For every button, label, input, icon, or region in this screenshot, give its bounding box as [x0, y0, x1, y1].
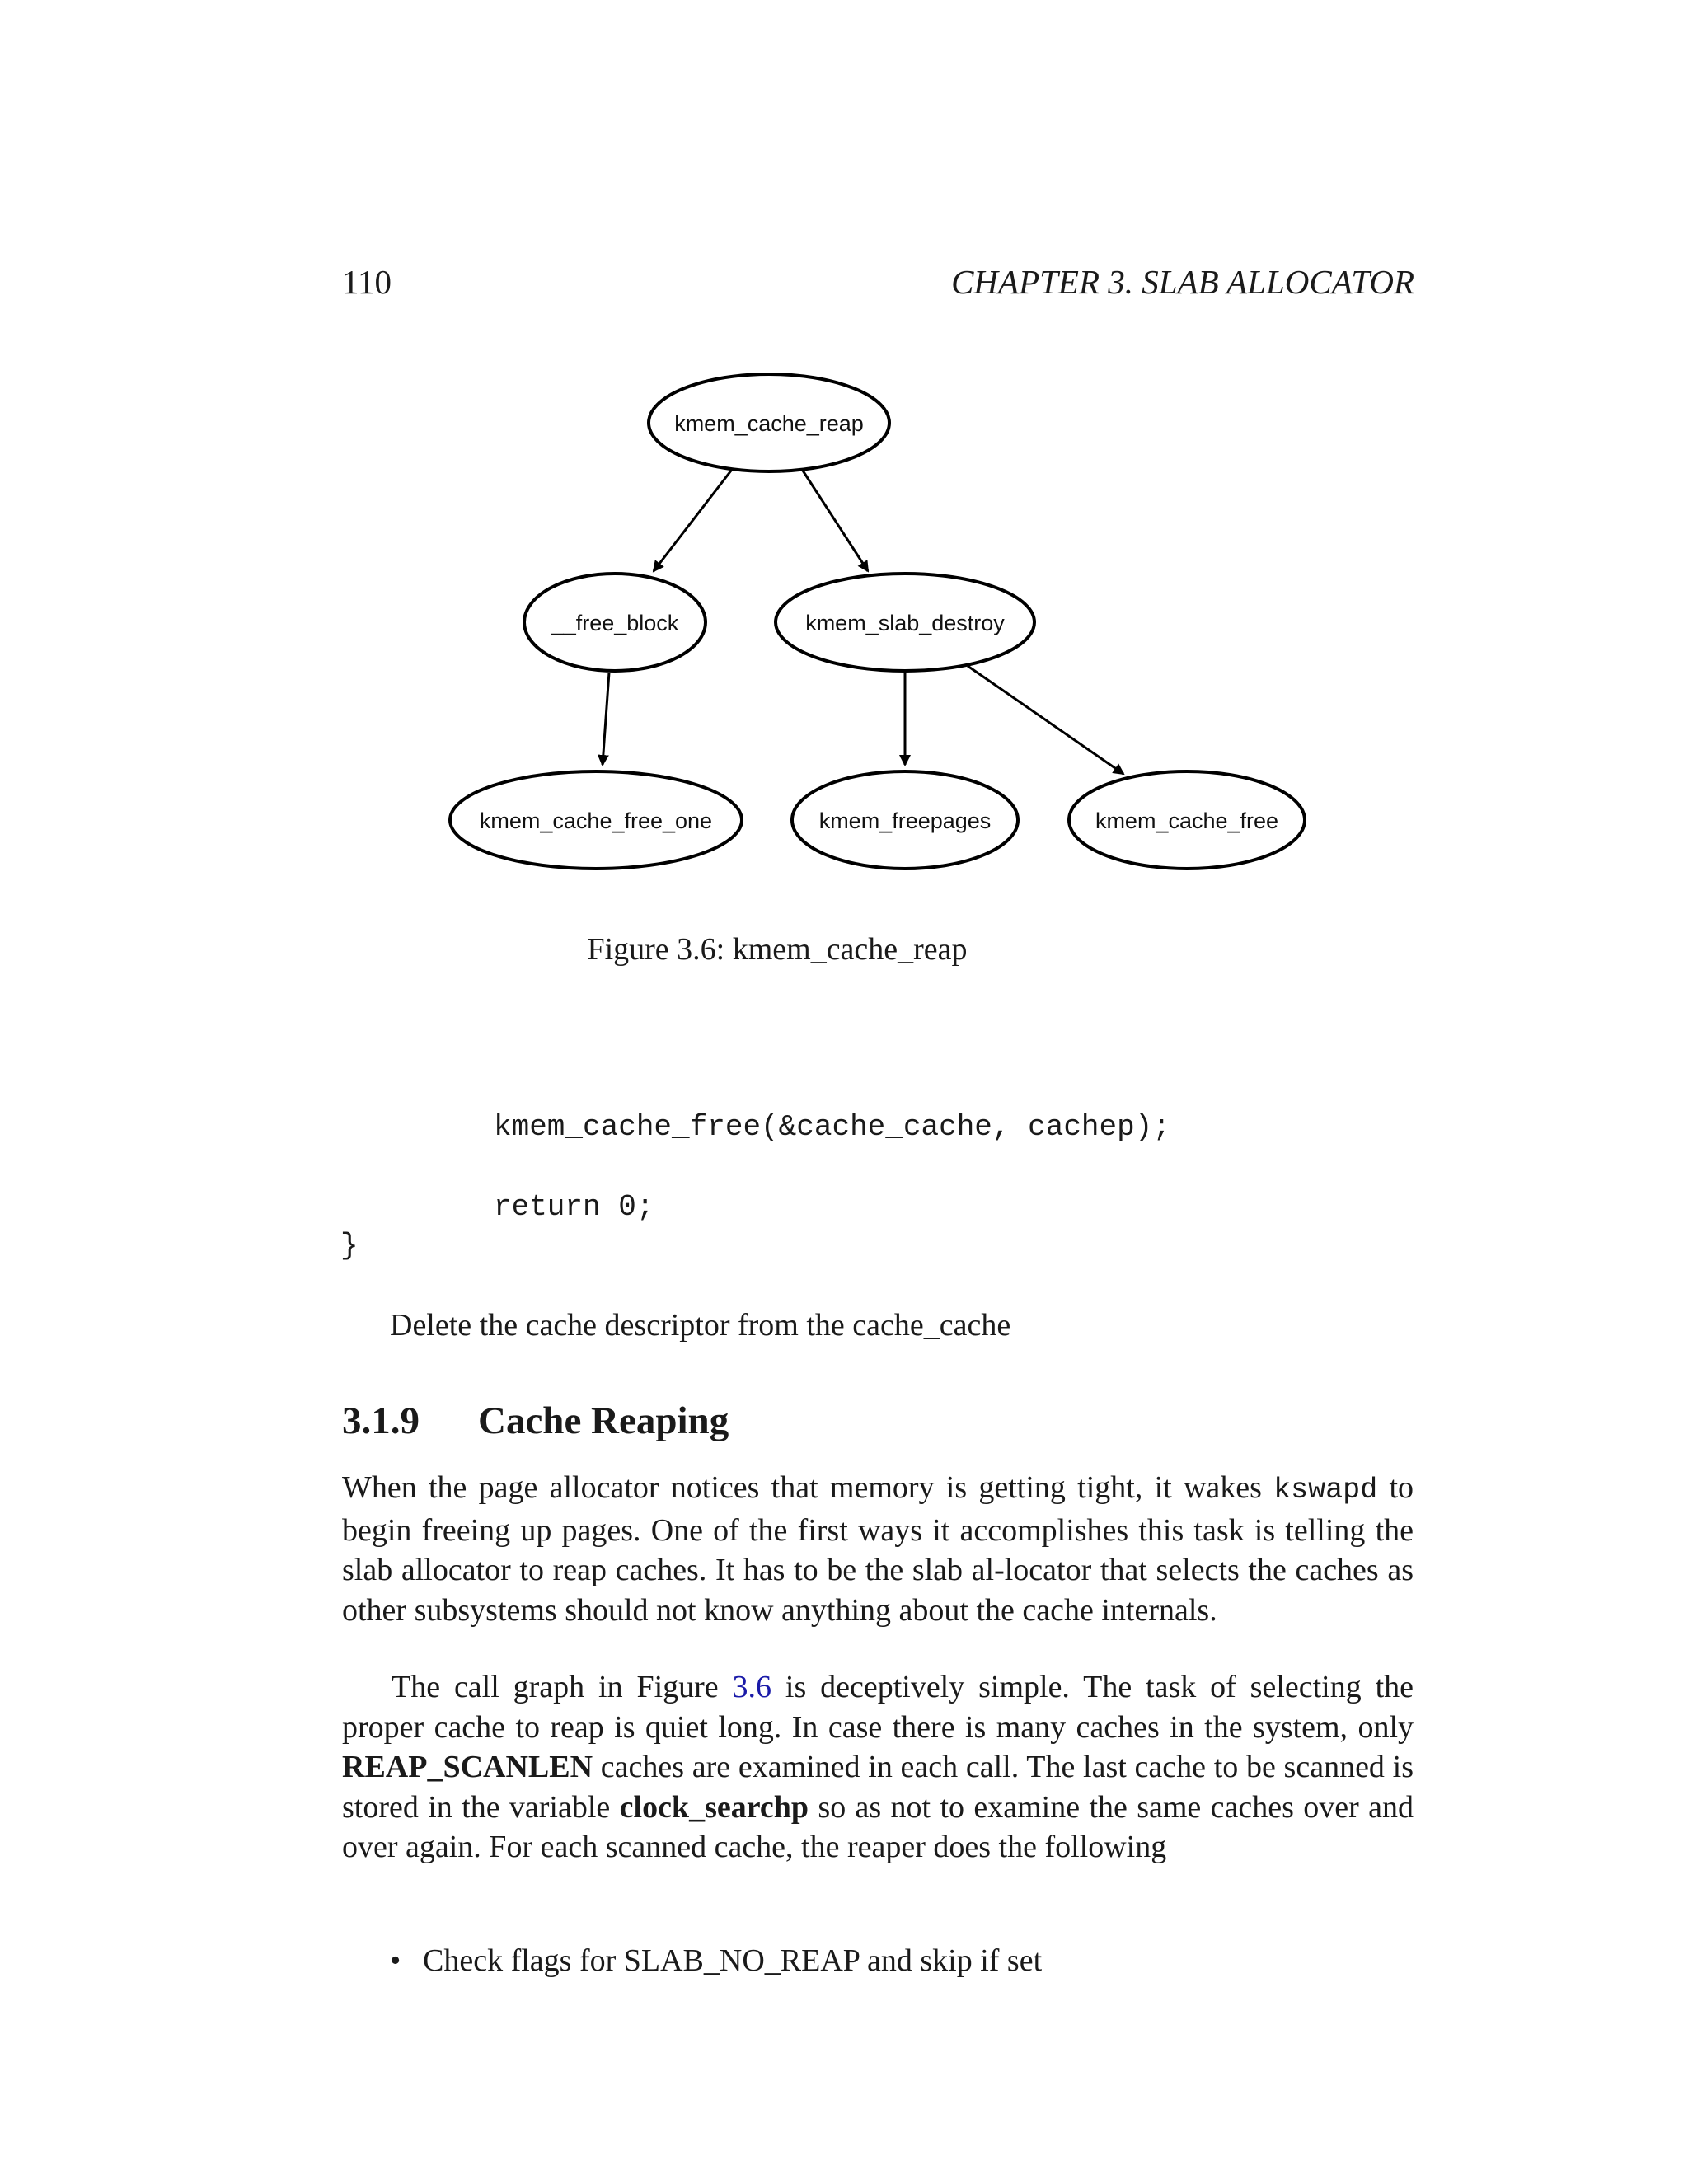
svg-text:kmem_cache_free: kmem_cache_free [1095, 808, 1279, 833]
inline-code-kswapd: kswapd [1273, 1474, 1378, 1507]
list-item [390, 1943, 1042, 1979]
svg-text:__free_block: __free_block [551, 611, 679, 635]
paragraph-call-graph [342, 1667, 1414, 1868]
node-kmem-slab-destroy [776, 574, 1034, 671]
section-number: 3.1.9 [342, 1399, 420, 1442]
svg-text:kmem_cache_free_one: kmem_cache_free_one [479, 808, 713, 833]
paragraph-text: The call graph in Figure [392, 1670, 733, 1704]
page-number: 110 [342, 263, 392, 301]
code-line-cache-free: kmem_cache_free(&cache_cache, cachep); [494, 1110, 1170, 1144]
chapter-header: CHAPTER 3. SLAB ALLOCATOR [951, 263, 1414, 301]
svg-text:kmem_freepages: kmem_freepages [818, 808, 992, 833]
node-kmem-cache-reap [649, 374, 889, 471]
edge-free-block-to-free-one [603, 673, 609, 765]
node-free-block [524, 574, 706, 671]
bullet-dot: • [390, 1943, 401, 1978]
paragraph-text: caches are examined in each call. The last cache to be scanned is stored in the variable [342, 1750, 1414, 1825]
figure-caption: Figure 3.6: kmem_cache_reap [587, 932, 968, 967]
node-kmem-freepages [792, 771, 1018, 869]
paragraph-text: is deceptively simple. The task of selecting the proper cache to reap is quiet long. In case there is many caches in the system, only [342, 1670, 1414, 1745]
svg-text:kmem_cache_reap: kmem_cache_reap [674, 411, 864, 436]
section-heading [342, 1399, 729, 1443]
code-note: Delete the cache descriptor from the cache_cache [390, 1308, 1011, 1343]
paragraph-intro [342, 1468, 1414, 1630]
paragraph-text: locator that selects the caches as other subsystems should not know anything about the cache internals. [342, 1553, 1414, 1628]
paragraph-text: to begin freeing up pages. One of the first ways it accomplishes this task is telling the slab allocator to reap caches. It has to be the slab al- [342, 1470, 1414, 1587]
bold-term-clock-searchp: clock_searchp [619, 1789, 809, 1825]
call-graph-figure [0, 0, 1688, 907]
bold-term-reap-scanlen: REAP_SCANLEN [342, 1750, 593, 1784]
node-kmem-cache-free [1069, 771, 1305, 869]
figure-reference-link[interactable]: 3.6 [732, 1670, 772, 1704]
code-line-closing-brace: } [340, 1229, 359, 1263]
edge-slab-destroy-to-cache-free [968, 666, 1123, 774]
svg-text:kmem_slab_destroy: kmem_slab_destroy [805, 611, 1005, 635]
section-title: Cache Reaping [478, 1399, 729, 1442]
code-line-return: return 0; [494, 1190, 654, 1224]
edge-reap-to-slab-destroy [803, 471, 868, 571]
paragraph-text: When the page allocator notices that memory is getting tight, it wakes [342, 1470, 1274, 1505]
edge-reap-to-free-block [654, 471, 731, 571]
node-kmem-cache-free-one [450, 771, 742, 869]
paragraph-text: so as not to examine the same caches over and over again. For each scanned cache, the reaper does the following [342, 1789, 1414, 1864]
list-item-text: Check flags for SLAB_NO_REAP and skip if set [423, 1943, 1043, 1978]
